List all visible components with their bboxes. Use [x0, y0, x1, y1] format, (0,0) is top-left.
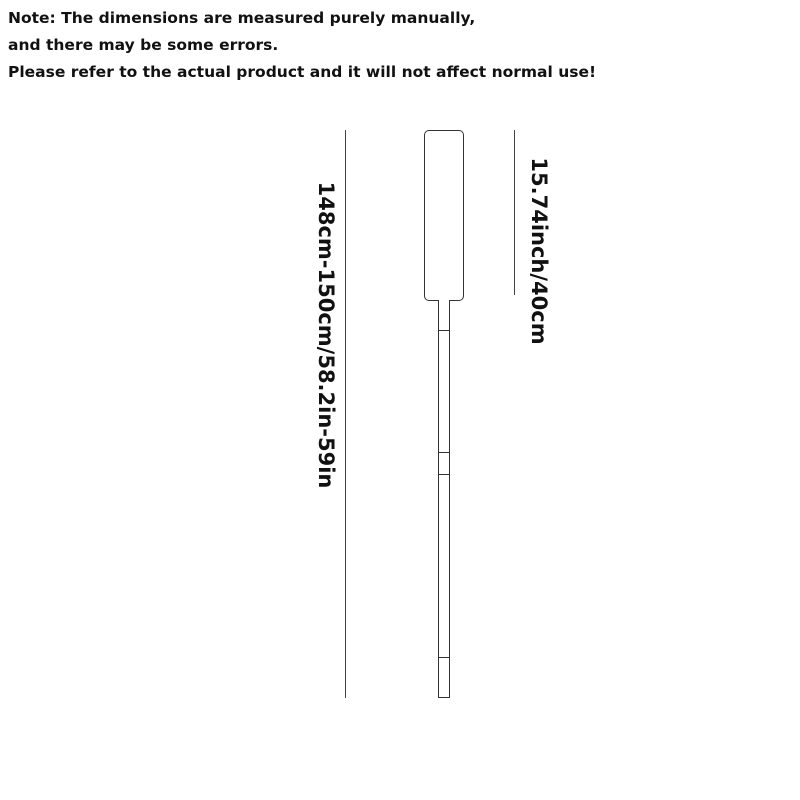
product-head	[424, 130, 464, 301]
product-handle-pole	[438, 300, 450, 698]
head-length-label: 15.74inch/40cm	[527, 157, 551, 345]
head-length-dimension-line	[514, 130, 515, 295]
pole-joint-middle-lower	[438, 474, 450, 475]
note-line-2: and there may be some errors.	[8, 36, 279, 54]
pole-joint-middle-upper	[438, 452, 450, 453]
total-length-dimension-line	[345, 130, 346, 698]
pole-joint-bottom	[438, 657, 450, 658]
note-line-1: Note: The dimensions are measured purely manually,	[8, 9, 476, 27]
pole-joint-top	[438, 330, 450, 331]
measurement-note	[8, 5, 596, 86]
note-line-3: Please refer to the actual product and it will not affect normal use!	[8, 63, 597, 81]
total-length-label: 148cm-150cm/58.2in-59in	[314, 181, 338, 489]
